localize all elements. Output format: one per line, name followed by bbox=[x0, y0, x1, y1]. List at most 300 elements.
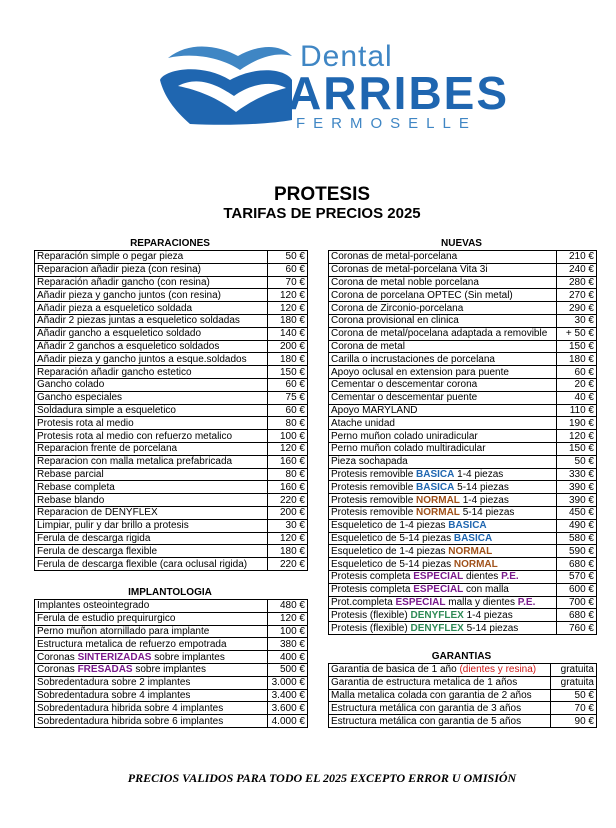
item-price: 680 € bbox=[557, 609, 597, 622]
item-price: 240 € bbox=[557, 263, 597, 276]
item-label-part: Pieza sochapada bbox=[331, 456, 408, 468]
item-label-part: Protesis removible bbox=[331, 507, 417, 519]
item-label-part: Coronas bbox=[37, 664, 78, 676]
item-label-part: Garantia de basica de 1 año bbox=[331, 664, 460, 676]
item-label bbox=[35, 651, 268, 664]
item-label-part: Cementar o descementar corona bbox=[331, 379, 478, 391]
item-label-part: Ferula de estudio prequirurgico bbox=[37, 613, 176, 625]
table-row bbox=[35, 366, 308, 379]
item-label bbox=[329, 289, 557, 302]
item-label-part: NORMAL bbox=[416, 494, 460, 506]
table-row bbox=[35, 404, 308, 417]
item-price: 120 € bbox=[268, 612, 308, 625]
item-label bbox=[329, 263, 557, 276]
item-label-part: Estructura metálica con garantia de 5 años bbox=[331, 715, 522, 727]
item-label bbox=[329, 494, 557, 507]
item-label bbox=[35, 545, 268, 558]
table-row bbox=[329, 276, 597, 289]
item-price: 180 € bbox=[268, 353, 308, 366]
nuevas-table bbox=[328, 250, 597, 635]
item-label bbox=[35, 302, 268, 315]
item-price: 290 € bbox=[557, 302, 597, 315]
item-price: 4.000 € bbox=[268, 715, 308, 728]
table-row bbox=[329, 494, 597, 507]
table-row bbox=[329, 263, 597, 276]
item-label bbox=[329, 417, 557, 430]
item-label-part: SINTERIZADAS bbox=[77, 651, 152, 663]
item-label bbox=[35, 340, 268, 353]
item-price: 150 € bbox=[268, 366, 308, 379]
item-label bbox=[329, 353, 557, 366]
item-label-part: Coronas de metal-porcelana bbox=[331, 251, 458, 263]
item-price: 590 € bbox=[557, 545, 597, 558]
item-label-part: NORMAL bbox=[448, 545, 493, 557]
item-label bbox=[329, 327, 557, 340]
item-label-part: Ferula de descarga flexible bbox=[37, 545, 158, 557]
item-price: 110 € bbox=[557, 404, 597, 417]
table-row bbox=[35, 506, 308, 519]
item-price: 480 € bbox=[268, 600, 308, 613]
item-price: 500 € bbox=[268, 663, 308, 676]
item-label bbox=[35, 519, 268, 532]
item-label bbox=[329, 622, 557, 635]
item-label bbox=[329, 583, 557, 596]
table-row bbox=[35, 263, 308, 276]
item-label-part: DENYFLEX bbox=[410, 609, 464, 621]
item-label bbox=[329, 664, 551, 677]
item-label-part: malla y dientes bbox=[445, 596, 518, 608]
item-label-part: Rebase completa bbox=[37, 481, 115, 493]
item-label-part: Soldadura simple a esqueletico bbox=[37, 404, 176, 416]
item-label-part: Gancho especiales bbox=[37, 392, 123, 404]
item-label bbox=[329, 468, 557, 481]
item-label-part: Estructura metalica de refuerzo empotrada bbox=[37, 638, 227, 650]
item-price: 150 € bbox=[557, 442, 597, 455]
item-label bbox=[35, 378, 268, 391]
item-label bbox=[329, 519, 557, 532]
item-label bbox=[35, 417, 268, 430]
item-label-part: 1-4 piezas bbox=[454, 468, 504, 480]
item-label-part: BASICA bbox=[416, 481, 455, 493]
item-label bbox=[35, 532, 268, 545]
item-label-part: con malla bbox=[463, 584, 509, 596]
item-label-part: Coronas bbox=[37, 651, 78, 663]
item-price: 80 € bbox=[268, 417, 308, 430]
item-price: 380 € bbox=[268, 638, 308, 651]
item-label bbox=[329, 251, 557, 264]
table-row bbox=[35, 276, 308, 289]
item-label bbox=[35, 327, 268, 340]
item-label-part: Garantia de estructura metalica de 1 años bbox=[331, 677, 518, 689]
item-label bbox=[329, 570, 557, 583]
table-row bbox=[35, 468, 308, 481]
item-price: 3.600 € bbox=[268, 702, 308, 715]
item-price: 210 € bbox=[557, 251, 597, 264]
nuevas-heading: NUEVAS bbox=[441, 238, 482, 249]
garantias-table bbox=[328, 663, 597, 728]
item-price: 40 € bbox=[557, 391, 597, 404]
item-label-part: 1-4 piezas bbox=[459, 494, 509, 506]
table-row bbox=[35, 314, 308, 327]
table-row bbox=[35, 378, 308, 391]
item-label-part: Protesis rota al medio con refuerzo metalico bbox=[37, 430, 233, 442]
item-label bbox=[329, 391, 557, 404]
item-label-part: Sobredentadura hibrida sobre 4 implantes bbox=[37, 702, 224, 714]
item-label-part: Malla metalica colada con garantia de 2 años bbox=[331, 689, 532, 701]
table-row bbox=[329, 702, 597, 715]
item-label-part: Cementar o descementar puente bbox=[331, 392, 478, 404]
item-label bbox=[329, 404, 557, 417]
table-row bbox=[35, 340, 308, 353]
item-label bbox=[329, 314, 557, 327]
table-row bbox=[35, 600, 308, 613]
item-label-part: (dientes y resina) bbox=[459, 664, 537, 676]
footer-note: PRECIOS VALIDOS PARA TODO EL 2025 EXCEPTO ERROR U OMISIÓN bbox=[127, 771, 517, 785]
item-label-part: Añadir pieza a esqueletico soldada bbox=[37, 302, 193, 314]
item-price: 30 € bbox=[268, 519, 308, 532]
item-price: 220 € bbox=[268, 558, 308, 571]
item-price: 50 € bbox=[268, 251, 308, 264]
item-price: 120 € bbox=[268, 532, 308, 545]
table-row bbox=[329, 558, 597, 571]
table-row bbox=[35, 442, 308, 455]
implantologia-table bbox=[34, 599, 308, 728]
item-label-part: ESPECIAL bbox=[413, 584, 464, 596]
item-label bbox=[35, 430, 268, 443]
item-label bbox=[35, 676, 268, 689]
item-label bbox=[329, 455, 557, 468]
item-label-part: Perno muñon colado multiradicular bbox=[331, 443, 486, 455]
item-label bbox=[329, 481, 557, 494]
item-label bbox=[35, 366, 268, 379]
item-label-part: Prot.completa bbox=[331, 596, 396, 608]
table-row bbox=[35, 494, 308, 507]
item-label bbox=[35, 612, 268, 625]
table-row bbox=[35, 689, 308, 702]
item-label-part: P.E. bbox=[501, 571, 519, 583]
item-price: 580 € bbox=[557, 532, 597, 545]
item-label-part: Protesis rota al medio bbox=[37, 417, 134, 429]
table-row bbox=[329, 609, 597, 622]
table-row bbox=[329, 596, 597, 609]
item-label-part: Rebase parcial bbox=[37, 468, 104, 480]
item-label-part: ESPECIAL bbox=[395, 596, 446, 608]
table-row bbox=[329, 676, 597, 689]
item-label bbox=[329, 596, 557, 609]
item-price: 760 € bbox=[557, 622, 597, 635]
item-label-part: Protesis removible bbox=[331, 494, 417, 506]
item-price: 400 € bbox=[268, 651, 308, 664]
item-price: 160 € bbox=[268, 481, 308, 494]
item-label-part: 5-14 piezas bbox=[454, 481, 509, 493]
table-row bbox=[329, 532, 597, 545]
item-label-part: Añadir gancho a esqueletico soldado bbox=[37, 328, 202, 340]
item-price: 30 € bbox=[557, 314, 597, 327]
item-label-part: Reparacion frente de porcelana bbox=[37, 443, 178, 455]
item-price: 80 € bbox=[268, 468, 308, 481]
item-price: 60 € bbox=[268, 263, 308, 276]
logo-fermoselle-text: FERMOSELLE bbox=[296, 115, 477, 132]
table-row bbox=[35, 545, 308, 558]
item-price: 330 € bbox=[557, 468, 597, 481]
item-label bbox=[35, 276, 268, 289]
table-row bbox=[35, 638, 308, 651]
table-row bbox=[329, 442, 597, 455]
table-row bbox=[329, 455, 597, 468]
item-label-part: BASICA bbox=[448, 520, 487, 532]
item-label-part: Protesis (flexible) bbox=[331, 622, 411, 634]
item-label-part: Añadir 2 ganchos a esqueletico soldados bbox=[37, 340, 220, 352]
item-label-part: Corona de metal bbox=[331, 340, 405, 352]
implantologia-heading: IMPLANTOLOGIA bbox=[128, 587, 212, 598]
table-row bbox=[329, 506, 597, 519]
table-row bbox=[329, 251, 597, 264]
item-label-part: Gancho colado bbox=[37, 379, 105, 391]
item-label-part: Ferula de descarga flexible (cara oclusal rigida) bbox=[37, 558, 248, 570]
item-price: 3.400 € bbox=[268, 689, 308, 702]
item-label bbox=[329, 506, 557, 519]
reparaciones-table bbox=[34, 250, 308, 571]
item-label bbox=[35, 481, 268, 494]
item-label-part: Coronas de metal-porcelana Vita 3i bbox=[331, 264, 488, 276]
table-row bbox=[35, 455, 308, 468]
table-row bbox=[35, 302, 308, 315]
item-label bbox=[35, 638, 268, 651]
item-label bbox=[35, 455, 268, 468]
table-row bbox=[35, 663, 308, 676]
item-price: 3.000 € bbox=[268, 676, 308, 689]
tooth-logo-icon bbox=[160, 40, 295, 130]
item-label-part: Rebase blando bbox=[37, 494, 105, 506]
item-price: 680 € bbox=[557, 558, 597, 571]
item-label-part: Añadir 2 piezas juntas a esqueletico soldadas bbox=[37, 315, 240, 327]
item-price: 120 € bbox=[268, 302, 308, 315]
item-label bbox=[35, 353, 268, 366]
table-row bbox=[35, 251, 308, 264]
item-price: 570 € bbox=[557, 570, 597, 583]
item-price: 160 € bbox=[268, 455, 308, 468]
item-price: 200 € bbox=[268, 340, 308, 353]
item-label bbox=[329, 545, 557, 558]
item-label-part: Ferula de descarga rigida bbox=[37, 532, 151, 544]
item-label bbox=[35, 251, 268, 264]
table-row bbox=[329, 570, 597, 583]
item-price: 100 € bbox=[268, 430, 308, 443]
item-label bbox=[35, 442, 268, 455]
item-price: 180 € bbox=[557, 353, 597, 366]
reparaciones-heading: REPARACIONES bbox=[130, 238, 210, 249]
item-label-part: Perno muñon colado uniradicular bbox=[331, 430, 478, 442]
item-label-part: Reparacion de DENYFLEX bbox=[37, 507, 158, 519]
table-row bbox=[329, 302, 597, 315]
item-label-part: Apoyo oclusal en extension para puente bbox=[331, 366, 509, 378]
item-price: 70 € bbox=[268, 276, 308, 289]
item-label-part: Reparación simple o pegar pieza bbox=[37, 251, 184, 263]
item-label-part: Protesis completa bbox=[331, 584, 414, 596]
table-row bbox=[329, 391, 597, 404]
table-row bbox=[329, 378, 597, 391]
item-label-part: Corona de porcelana OPTEC (Sin metal) bbox=[331, 289, 513, 301]
item-label-part: BASICA bbox=[453, 532, 493, 544]
item-price: 390 € bbox=[557, 481, 597, 494]
item-label-part: 5-14 piezas bbox=[459, 507, 515, 519]
item-label-part: ESPECIAL bbox=[413, 571, 464, 583]
item-label-part: Apoyo MARYLAND bbox=[331, 404, 418, 416]
item-label-part: Protesis removible bbox=[331, 468, 417, 480]
item-label-part: Corona de metal noble porcelana bbox=[331, 276, 479, 288]
item-price: 120 € bbox=[268, 289, 308, 302]
table-row bbox=[35, 715, 308, 728]
item-label-part: Implantes osteointegrado bbox=[37, 600, 150, 612]
item-label bbox=[329, 366, 557, 379]
item-label bbox=[35, 468, 268, 481]
table-row bbox=[35, 430, 308, 443]
item-label-part: Protesis (flexible) bbox=[331, 609, 411, 621]
table-row bbox=[35, 417, 308, 430]
item-price: 150 € bbox=[557, 340, 597, 353]
item-label bbox=[329, 689, 551, 702]
table-row bbox=[35, 519, 308, 532]
item-price: 60 € bbox=[268, 378, 308, 391]
item-label-part: Sobredentadura sobre 4 implantes bbox=[37, 689, 191, 701]
item-label bbox=[35, 404, 268, 417]
page-subtitle: TARIFAS DE PRECIOS 2025 bbox=[223, 205, 421, 222]
item-price: 90 € bbox=[551, 715, 597, 728]
item-label bbox=[35, 689, 268, 702]
item-label-part: Añadir pieza y gancho juntos a esque.soldados bbox=[37, 353, 247, 365]
item-label bbox=[329, 442, 557, 455]
item-label bbox=[329, 702, 551, 715]
table-row bbox=[35, 702, 308, 715]
item-price: 220 € bbox=[268, 494, 308, 507]
item-label bbox=[329, 340, 557, 353]
table-row bbox=[329, 689, 597, 702]
item-label bbox=[35, 558, 268, 571]
item-label bbox=[35, 289, 268, 302]
item-label-part: P.E. bbox=[517, 596, 536, 608]
item-label-part: 1-4 piezas bbox=[463, 609, 513, 621]
item-label-part: Reparacion con malla metalica prefabricada bbox=[37, 456, 233, 468]
item-label-part: Sobredentadura hibrida sobre 6 implantes bbox=[37, 715, 224, 727]
item-label-part: Protesis completa bbox=[331, 571, 414, 583]
table-row bbox=[329, 366, 597, 379]
item-label bbox=[35, 506, 268, 519]
table-row bbox=[329, 289, 597, 302]
item-label-part: Atache unidad bbox=[331, 417, 395, 429]
item-price: gratuita bbox=[551, 676, 597, 689]
item-price: 190 € bbox=[557, 417, 597, 430]
item-price: 120 € bbox=[557, 430, 597, 443]
item-label-part: Limpiar, pulir y dar brillo a protesis bbox=[37, 520, 189, 532]
item-price: 140 € bbox=[268, 327, 308, 340]
table-row bbox=[35, 391, 308, 404]
item-price: 50 € bbox=[557, 455, 597, 468]
item-label bbox=[35, 263, 268, 276]
table-row bbox=[35, 327, 308, 340]
item-label-part: dientes bbox=[463, 571, 502, 583]
table-row bbox=[329, 583, 597, 596]
item-label bbox=[35, 715, 268, 728]
item-price: 70 € bbox=[551, 702, 597, 715]
item-label bbox=[329, 302, 557, 315]
item-label bbox=[329, 378, 557, 391]
table-row bbox=[35, 676, 308, 689]
item-price: 20 € bbox=[557, 378, 597, 391]
item-price: 270 € bbox=[557, 289, 597, 302]
item-label-part: Corona de metal/pocelana adaptada a removible bbox=[331, 328, 548, 340]
item-label-part: Reparación añadir gancho (con resina) bbox=[37, 276, 210, 288]
item-label-part: DENYFLEX bbox=[410, 622, 464, 634]
table-row bbox=[35, 625, 308, 638]
item-label-part: Esqueletico de 1-4 piezas bbox=[331, 520, 449, 532]
table-row bbox=[329, 417, 597, 430]
item-price: 390 € bbox=[557, 494, 597, 507]
item-label-part: FRESADAS bbox=[77, 664, 133, 676]
table-row bbox=[35, 353, 308, 366]
item-price: 490 € bbox=[557, 519, 597, 532]
item-price: 120 € bbox=[268, 442, 308, 455]
table-row bbox=[35, 289, 308, 302]
item-label bbox=[35, 663, 268, 676]
item-price: 100 € bbox=[268, 625, 308, 638]
item-price: 280 € bbox=[557, 276, 597, 289]
logo bbox=[160, 40, 510, 132]
table-row bbox=[329, 715, 597, 728]
item-label bbox=[329, 430, 557, 443]
table-row bbox=[329, 545, 597, 558]
garantias-heading: GARANTIAS bbox=[431, 651, 492, 662]
logo-dental-text: Dental bbox=[300, 40, 393, 73]
table-row bbox=[35, 612, 308, 625]
item-label bbox=[35, 314, 268, 327]
item-label bbox=[329, 276, 557, 289]
item-price: 700 € bbox=[557, 596, 597, 609]
table-row bbox=[329, 404, 597, 417]
item-price: 600 € bbox=[557, 583, 597, 596]
item-label-part: sobre implantes bbox=[151, 651, 225, 663]
item-price: 180 € bbox=[268, 545, 308, 558]
table-row bbox=[329, 353, 597, 366]
table-row bbox=[329, 430, 597, 443]
item-price: 60 € bbox=[557, 366, 597, 379]
item-label-part: NORMAL bbox=[416, 507, 460, 519]
item-label-part: Corona de Zirconio-porcelana bbox=[331, 302, 464, 314]
item-label bbox=[329, 558, 557, 571]
item-label bbox=[329, 609, 557, 622]
table-row bbox=[329, 327, 597, 340]
item-label bbox=[329, 676, 551, 689]
item-label-part: Perno muñon atornillado para implante bbox=[37, 625, 210, 637]
item-price: gratuita bbox=[551, 664, 597, 677]
item-price: 200 € bbox=[268, 506, 308, 519]
table-row bbox=[35, 532, 308, 545]
item-label-part: BASICA bbox=[416, 468, 455, 480]
table-row bbox=[35, 558, 308, 571]
item-price: 75 € bbox=[268, 391, 308, 404]
table-row bbox=[329, 340, 597, 353]
item-label-part: Reparacion añadir pieza (con resina) bbox=[37, 264, 201, 276]
item-label-part: Esqueletico de 5-14 piezas bbox=[331, 558, 454, 570]
item-price: 450 € bbox=[557, 506, 597, 519]
page-title: PROTESIS bbox=[273, 184, 371, 205]
item-label bbox=[35, 600, 268, 613]
item-price: + 50 € bbox=[557, 327, 597, 340]
item-label-part: NORMAL bbox=[453, 558, 498, 570]
item-price: 60 € bbox=[268, 404, 308, 417]
table-row bbox=[329, 664, 597, 677]
item-label-part: Esqueletico de 5-14 piezas bbox=[331, 532, 454, 544]
logo-arribes-text: ARRIBES bbox=[288, 67, 510, 119]
